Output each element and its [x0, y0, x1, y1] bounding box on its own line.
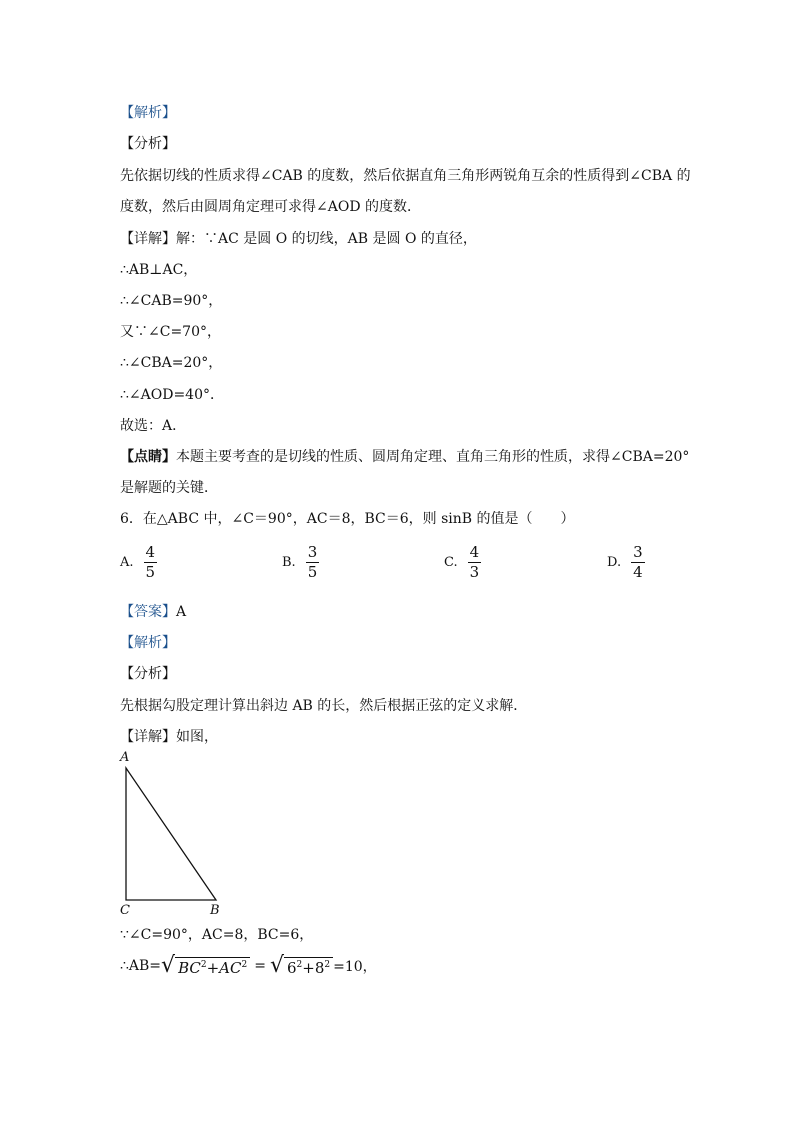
triangle-abc	[126, 768, 216, 900]
choose-line: 故选：A．	[120, 418, 187, 434]
radicand-1-plus: +	[206, 959, 220, 977]
sqrt-numeric	[270, 955, 333, 977]
section-jiexi-1: 【解析】	[120, 105, 176, 121]
detail-text-2: 如图，	[176, 729, 218, 745]
vertex-label-a: A	[120, 750, 130, 765]
radicand-2-exp-b: 2	[324, 960, 331, 970]
option-a-denominator: 5	[145, 563, 156, 581]
option-b-label: B.	[282, 555, 296, 570]
dianjing-text-2: 是解题的关键．	[120, 480, 218, 496]
section-fenxi-2: 【分析】	[120, 666, 176, 682]
radicand-1-term-a: BC	[178, 959, 201, 977]
step-2: ∴∠CAB=90°，	[120, 293, 223, 309]
radicand-1-exp-a: 2	[200, 960, 207, 970]
section-fenxi-1: 【分析】	[120, 136, 176, 152]
sqrt-symbolic	[161, 955, 250, 977]
radicand-1-exp-b: 2	[241, 960, 248, 970]
vertex-label-c: C	[120, 903, 130, 918]
answer-value: A	[176, 604, 187, 620]
step-1: ∴AB⊥AC，	[120, 262, 198, 278]
option-c-denominator: 3	[469, 563, 480, 581]
section-xiangjie-2: 【详解】	[120, 729, 176, 745]
dianjing-text: 本题主要考查的是切线的性质、圆周角定理、直角三角形的性质，求得∠CBA=20°	[176, 449, 690, 465]
radicand-2-plus: +	[302, 959, 315, 977]
detail-text-1: 解：∵AC 是圆 O 的切线，AB 是圆 O 的直径，	[176, 231, 477, 247]
analysis-text-2: 度数，然后由圆周角定理可求得∠AOD 的度数．	[120, 199, 421, 215]
sqrt-sign-1: √	[161, 953, 176, 978]
step-3: 又∵∠C=70°，	[120, 324, 221, 340]
option-d-denominator: 4	[633, 563, 643, 581]
radicand-2-term-b: 8	[314, 959, 325, 977]
radicand-1	[175, 957, 250, 977]
option-a-numerator: 4	[145, 543, 156, 561]
radicand-2-term-a: 6	[286, 959, 297, 977]
option-d-numerator: 3	[633, 543, 643, 561]
vertex-label-b: B	[210, 903, 220, 918]
option-b-denominator: 5	[307, 563, 318, 581]
option-b-numerator: 3	[307, 543, 318, 561]
analysis-text-3: 先根据勾股定理计算出斜边 AB 的长，然后根据正弦的定义求解．	[120, 698, 528, 714]
formula-prefix: ∴AB=	[120, 958, 162, 974]
analysis-text-1: 先依据切线的性质求得∠CAB 的度数，然后依据直角三角形两锐角互余的性质得到∠CBA 的	[120, 168, 691, 184]
question-6: 6．在△ABC 中，∠C＝90°，AC＝8，BC＝6，则 sinB 的值是（ ）	[120, 511, 575, 527]
option-d-label: D.	[607, 555, 622, 570]
formula-equals: =	[254, 958, 266, 974]
radicand-2	[284, 957, 333, 977]
step-4: ∴∠CBA=20°，	[120, 355, 223, 371]
sqrt-sign-2: √	[269, 953, 284, 978]
option-c-label: C.	[444, 555, 458, 570]
given-line: ∵∠C=90°，AC=8，BC=6，	[120, 927, 314, 943]
section-answer: 【答案】	[120, 604, 176, 620]
section-xiangjie-1: 【详解】	[120, 231, 176, 247]
section-jiexi-2: 【解析】	[120, 635, 176, 651]
radicand-2-exp-a: 2	[296, 960, 303, 970]
option-a-label: A.	[120, 555, 134, 570]
section-dianjing: 【点睛】	[120, 449, 176, 465]
step-5: ∴∠AOD=40°．	[120, 387, 224, 403]
formula-suffix: =10，	[333, 959, 377, 975]
radicand-1-term-b: AC	[219, 959, 242, 977]
pythagoras-formula	[120, 955, 377, 977]
option-c-numerator: 4	[469, 543, 480, 561]
